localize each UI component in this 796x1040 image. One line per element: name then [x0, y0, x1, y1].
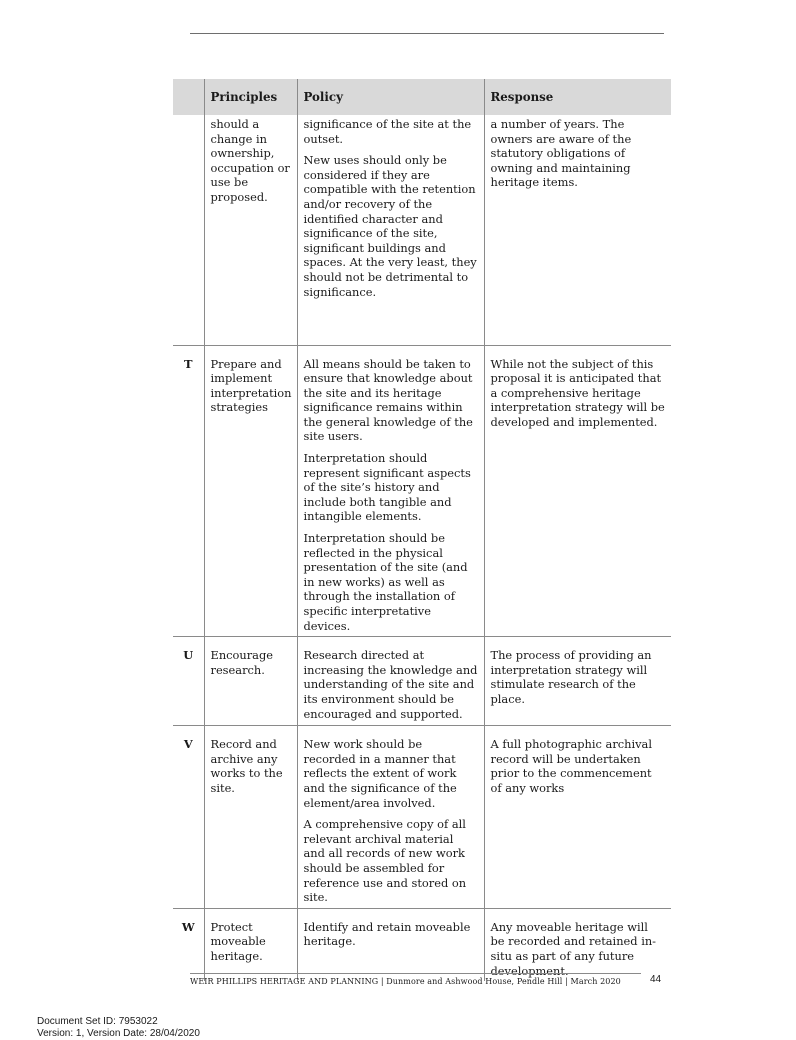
row-letter: V: [173, 726, 204, 909]
row-policy: [297, 908, 484, 981]
policy-paragraph: Research directed at increasing the knowledge and understanding of the site and its environment should be encouraged and supported.: [303, 648, 478, 721]
table-row: [173, 345, 671, 637]
row-principle: Prepare and implement interpretation strategies: [204, 345, 297, 637]
conservation-policy-table: [173, 79, 671, 981]
row-letter: T: [173, 345, 204, 637]
row-policy: [297, 726, 484, 909]
document-version: Version: 1, Version Date: 28/04/2020: [37, 1028, 200, 1039]
row-policy: [297, 345, 484, 637]
policy-paragraph: All means should be taken to ensure that knowledge about the site and its heritage significance remains within the general knowledge of the site users.: [303, 356, 473, 444]
row-response: a number of years. The owners are aware of the statutory obligations of owning and maintaining heritage items.: [484, 115, 671, 345]
row-principle: Record and archive any works to the site.: [204, 726, 297, 909]
row-principle: Encourage research.: [204, 637, 297, 726]
policy-paragraph: New uses should only be considered if they are compatible with the retention and/or recovery of the identified character and significance of the site, significant buildings and spaces. At the very least, they should not be detrimental to significance.: [303, 153, 477, 299]
policy-paragraph: Identify and retain moveable heritage.: [303, 919, 471, 949]
column-header-policy: Policy: [297, 79, 484, 115]
footer-text: WEIR PHILLIPS HERITAGE AND PLANNING | Dunmore and Ashwood House, Pendle Hill | March 2020: [190, 977, 621, 986]
header-rule: [190, 33, 664, 34]
policy-paragraph: Interpretation should be reflected in the physical presentation of the site (and in new works) as well as through the installation of specific interpretative devices.: [303, 531, 468, 633]
policy-paragraph: significance of the site at the outset.: [303, 117, 472, 146]
row-principle: Protect moveable heritage.: [204, 908, 297, 981]
policy-paragraph: Interpretation should represent significant aspects of the site’s history and include both tangible and intangible elements.: [303, 451, 471, 524]
table-row: [173, 908, 671, 981]
policy-paragraph: A comprehensive copy of all relevant archival material and all records of new work should be assembled for reference use and stored on site.: [303, 817, 467, 905]
row-response: Any moveable heritage will be recorded and retained in-situ as part of any future development.: [484, 908, 671, 981]
row-letter: U: [173, 637, 204, 726]
row-response: The process of providing an interpretation strategy will stimulate research of the place.: [484, 637, 671, 726]
column-header-response: Response: [484, 79, 671, 115]
row-policy: [297, 115, 484, 345]
footer-rule: [190, 973, 641, 974]
table-row: [173, 637, 671, 726]
row-policy: [297, 637, 484, 726]
document-set-stamp: [37, 1016, 200, 1040]
row-letter: [173, 115, 204, 345]
row-letter: W: [181, 919, 195, 934]
row-response: While not the subject of this proposal it is anticipated that a comprehensive heritage interpretation strategy will be developed and implemented.: [484, 345, 671, 637]
page-number: 44: [650, 974, 662, 985]
policy-paragraph: New work should be recorded in a manner that reflects the extent of work and the significance of the element/area involved.: [303, 737, 457, 810]
column-header-letter: [173, 79, 204, 115]
column-header-principles: Principles: [204, 79, 297, 115]
row-principle: should a change in ownership, occupation or use be proposed.: [204, 115, 297, 345]
document-set-id: Document Set ID: 7953022: [37, 1016, 158, 1027]
table-row: [173, 726, 671, 909]
table-row: [173, 115, 671, 345]
row-response: A full photographic archival record will be undertaken prior to the commencement of any works: [484, 726, 671, 909]
table-header-row: [173, 79, 671, 115]
